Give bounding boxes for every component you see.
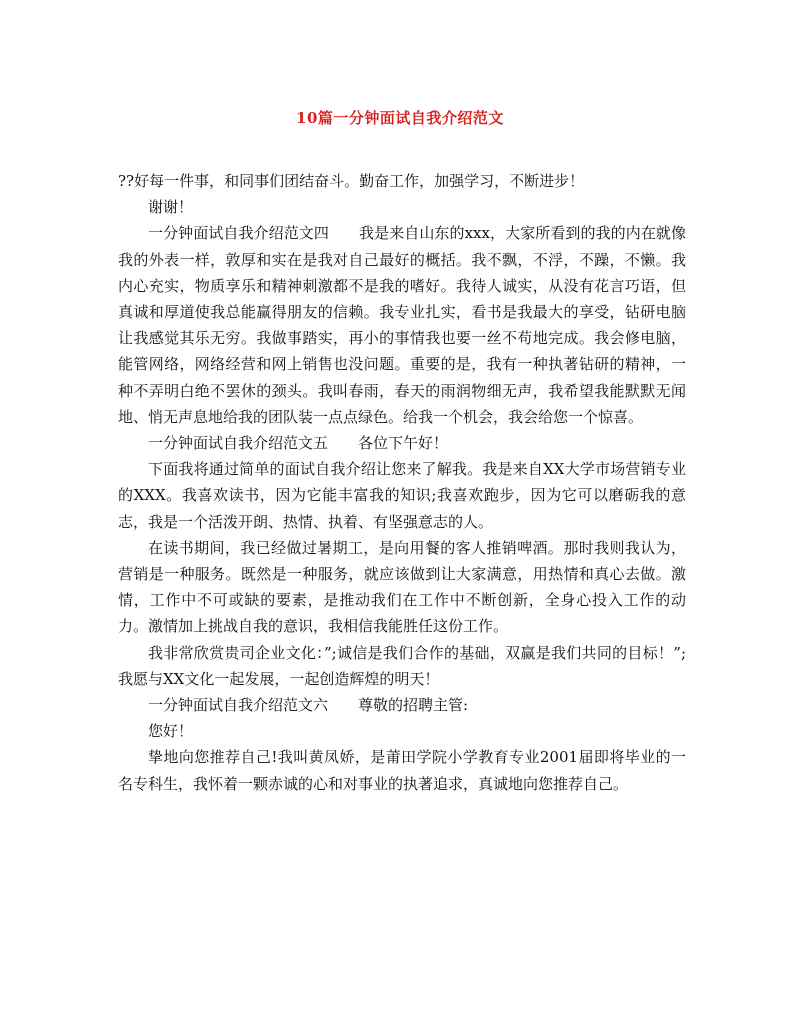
section-heading: 一分钟面试自我介绍范文四: [148, 224, 329, 243]
paragraph: [118, 640, 686, 692]
paragraph-text: 尊敬的招聘主管:: [358, 696, 469, 715]
document-title: 10篇一分钟面试自我介绍范文: [296, 109, 504, 127]
paragraph-text: 下面我将通过简单的面试自我介绍让您来了解我。我是来自XX大学市场营销专业的XXX。我喜欢读书，因为它能丰富我的知识;我喜欢跑步，因为它可以磨砺我的意志，我是一个活泼开朗、热情、执着、有坚强意志的人。: [118, 460, 686, 531]
section-heading: 一分钟面试自我介绍范文五: [148, 434, 329, 453]
section-heading: 一分钟面试自我介绍范文六: [148, 696, 329, 715]
paragraph: [118, 430, 686, 456]
paragraph: [118, 692, 686, 718]
paragraph: [118, 718, 686, 744]
paragraph-text: 在读书期间，我已经做过暑期工，是向用餐的客人推销啤酒。那时我则我认为，营销是一种服务。既然是一种服务，就应该做到让大家满意，用热情和真心去做。激情，工作中不可或缺的要素，是推动我们在工作中不断创新，全身心投入工作的动力。激情加上挑战自我的意识，我相信我能胜任这份工作。: [118, 538, 686, 636]
paragraph-text: 您好！: [148, 722, 194, 741]
paragraph: [118, 194, 686, 220]
paragraph-text: 挚地向您推荐自己!我叫黄凤娇，是莆田学院小学教育专业2001届即将毕业的一名专科生，我怀着一颗赤诚的心和对事业的执著追求，真诚地向您推荐自己。: [118, 748, 686, 793]
paragraph-text: 我是来自山东的xxx，大家所看到的我的内在就像我的外表一样，敦厚和实在是我对自己最好的概括。我不飘，不浮，不躁，不懒。我内心充实，物质享乐和精神刺激都不是我的嗜好。我待人诚实，从没有花言巧语，但真诚和厚道使我总能赢得朋友的信赖。我专业扎实，看书是我最大的享受，钻研电脑让我感觉其乐无穷。我做事踏实，再小的事情我也要一丝不苟地完成。我会修电脑，能管网络，网络经营和网上销售也没问题。重要的是，我有一种执著钻研的精神，一种不弄明白绝不罢休的颈头。我叫春雨，春天的雨润物细无声，我希望我能默默无闻地、悄无声息地给我的团队装一点点绿色。给我一个机会，我会给您一个惊喜。: [118, 224, 686, 426]
paragraph: [118, 168, 686, 194]
paragraph: [118, 456, 686, 535]
paragraph: [118, 535, 686, 640]
paragraph-text: 各位下午好！: [358, 434, 449, 453]
paragraph-text: 谢谢！: [148, 198, 194, 217]
paragraph-text: ??好每一件事，和同事们团结奋斗。勤奋工作，加强学习，不断进步！: [118, 172, 585, 190]
paragraph: [118, 744, 686, 796]
paragraph: [118, 220, 686, 430]
paragraph-text: 我非常欣赏贵司企业文化：”;诚信是我们合作的基础，双赢是我们共同的目标！”;我愿与XX文化一起发展，一起创造辉煌的明天！: [118, 643, 686, 688]
document-body: [118, 168, 686, 797]
